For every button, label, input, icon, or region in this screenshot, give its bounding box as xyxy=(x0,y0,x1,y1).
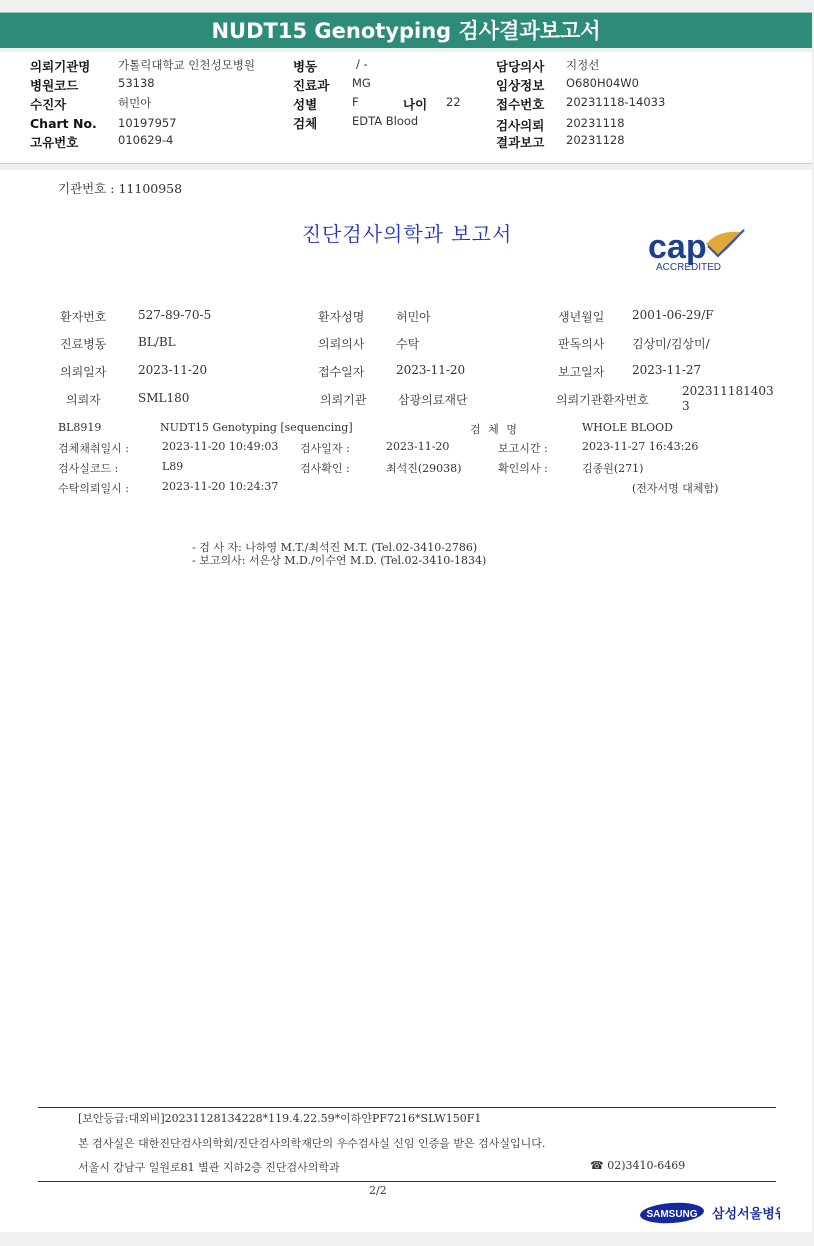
value-exam-confirm: 최석진(29038) xyxy=(386,462,462,475)
label-specimen: 검체 xyxy=(293,116,318,131)
value-chart-no: 10197957 xyxy=(118,116,177,130)
value-clinical-info: O680H04W0 xyxy=(566,76,639,90)
value-collect-time: 2023-11-20 10:49:03 xyxy=(162,440,279,453)
esign-note: (전자서명 대체함) xyxy=(632,482,719,495)
label-collect-time: 검체채취일시 : xyxy=(58,442,129,455)
label-chart-no: Chart No. xyxy=(30,116,97,131)
label-hospital-code: 병원코드 xyxy=(30,78,79,93)
label-request-date-detail: 의뢰일자 xyxy=(60,365,107,379)
value-sex: F xyxy=(352,95,359,109)
label-ward: 병동 xyxy=(293,59,318,74)
label-exam-date: 검사일자 : xyxy=(300,442,350,455)
value-consign-time: 2023-11-20 10:24:37 xyxy=(162,480,279,493)
label-patient-name: 환자성명 xyxy=(318,310,365,324)
value-receipt-no: 20231118-14033 xyxy=(566,95,666,109)
label-department: 진료과 xyxy=(293,78,330,93)
value-specimen-name: WHOLE BLOOD xyxy=(582,421,673,434)
value-reading-doctor: 김상미/김상미/ xyxy=(632,337,710,351)
value-ward-detail: BL/BL xyxy=(138,335,176,349)
label-report-date: 보고일자 xyxy=(558,365,605,379)
label-request-date: 검사의뢰 xyxy=(496,118,545,133)
value-requester: SML180 xyxy=(138,391,190,405)
label-lab-code: 검사실코드 : xyxy=(58,462,119,475)
report-sheet xyxy=(0,170,812,1232)
label-unique-no: 고유번호 xyxy=(30,135,79,150)
tester-line: - 검 사 자: 나하영 M.T./최석진 M.T. (Tel.02-3410-2786) xyxy=(192,541,478,554)
label-sex: 성별 xyxy=(293,97,318,112)
value-institution-patient-no-line1: 202311181403 xyxy=(682,384,774,398)
label-requester: 의뢰자 xyxy=(66,393,101,407)
footer-top-rule xyxy=(38,1107,776,1108)
value-report-time: 2023-11-27 16:43:26 xyxy=(582,440,699,453)
label-specimen-name: 검 체 명 xyxy=(470,423,519,436)
value-unique-no: 010629-4 xyxy=(118,133,174,147)
institution-number: 기관번호 : 11100958 xyxy=(58,181,183,196)
label-request-doctor: 의뢰의사 xyxy=(318,337,365,351)
label-clinical-info: 임상정보 xyxy=(496,78,545,93)
header-info xyxy=(0,52,812,164)
value-request-date-detail: 2023-11-20 xyxy=(138,363,208,377)
cap-logo-text: cap xyxy=(648,228,707,266)
label-consign-time: 수탁의뢰일시 : xyxy=(58,482,129,495)
value-doctor-confirm: 김종원(271) xyxy=(582,462,644,475)
label-report-time: 보고시간 : xyxy=(498,442,548,455)
hospital-wordmark: 삼성서울병원 xyxy=(712,1207,780,1222)
value-age: 22 xyxy=(446,95,461,109)
label-ward-detail: 진료병동 xyxy=(60,337,107,351)
value-specimen: EDTA Blood xyxy=(352,114,419,128)
value-lab-code: L89 xyxy=(162,460,184,473)
value-request-institution: 삼광의료재단 xyxy=(398,393,468,407)
value-institution: 가톨릭대학교 인천성모병원 xyxy=(118,58,255,72)
value-physician: 지정선 xyxy=(566,58,600,72)
test-code: BL8919 xyxy=(58,421,102,434)
certification-line: 본 검사실은 대한진단검사의학회/진단검사의학재단의 우수검사실 신임 인증을 받은 검사실입니다. xyxy=(78,1137,546,1150)
samsung-hospital-logo xyxy=(640,1200,780,1230)
value-patient-no: 527-89-70-5 xyxy=(138,308,212,322)
label-request-institution: 의뢰기관 xyxy=(320,393,367,407)
address-line: 서울시 강남구 일원로81 별관 지하2층 진단검사의학과 xyxy=(78,1161,340,1174)
label-exam-confirm: 검사확인 : xyxy=(300,462,350,475)
value-result-date: 20231128 xyxy=(566,133,625,147)
value-patient-name: 허민아 xyxy=(396,310,431,324)
footer-bottom-rule xyxy=(38,1181,776,1182)
value-department: MG xyxy=(352,76,371,90)
label-doctor-confirm: 확인의사 : xyxy=(498,462,548,475)
test-name: NUDT15 Genotyping [sequencing] xyxy=(160,421,353,434)
value-patient: 허민아 xyxy=(118,96,152,110)
label-patient: 수진자 xyxy=(30,97,67,112)
phone-line: ☎ 02)3410-6469 xyxy=(590,1159,686,1172)
cap-accredited-logo xyxy=(648,226,748,276)
report-heading: 진단검사의학과 보고서 xyxy=(301,222,513,246)
value-receipt-date: 2023-11-20 xyxy=(396,363,466,377)
cap-logo-subtext: ACCREDITED xyxy=(656,262,722,273)
label-receipt-no: 접수번호 xyxy=(496,97,545,112)
value-request-doctor: 수탁 xyxy=(396,337,420,351)
page-number: 2/2 xyxy=(369,1184,387,1197)
value-request-date: 20231118 xyxy=(566,116,625,130)
label-receipt-date: 접수일자 xyxy=(318,365,365,379)
value-hospital-code: 53138 xyxy=(118,76,155,90)
value-ward: / - xyxy=(356,57,368,71)
label-reading-doctor: 판독의사 xyxy=(558,337,605,351)
security-line: [보안등급:대외비]20231128134228*119.4.22.59*이하얀PF7216*SLW150F1 xyxy=(78,1112,482,1125)
value-birth: 2001-06-29/F xyxy=(632,308,714,322)
value-exam-date: 2023-11-20 xyxy=(386,440,450,453)
label-age: 나이 xyxy=(403,97,428,112)
label-institution-patient-no: 의뢰기관환자번호 xyxy=(556,393,649,407)
reporter-line: - 보고의사: 서은상 M.D./이수연 M.D. (Tel.02-3410-1834) xyxy=(192,554,487,567)
label-result-date: 결과보고 xyxy=(496,135,545,150)
label-birth: 생년월일 xyxy=(558,310,605,324)
samsung-wordmark: SAMSUNG xyxy=(646,1209,698,1220)
label-physician: 담당의사 xyxy=(496,59,545,74)
report-title-bar: NUDT15 Genotyping 검사결과보고서 xyxy=(0,12,812,48)
value-report-date: 2023-11-27 xyxy=(632,363,702,377)
label-institution: 의뢰기관명 xyxy=(30,59,91,74)
label-patient-no: 환자번호 xyxy=(60,310,107,324)
value-institution-patient-no-line2: 3 xyxy=(682,399,690,413)
